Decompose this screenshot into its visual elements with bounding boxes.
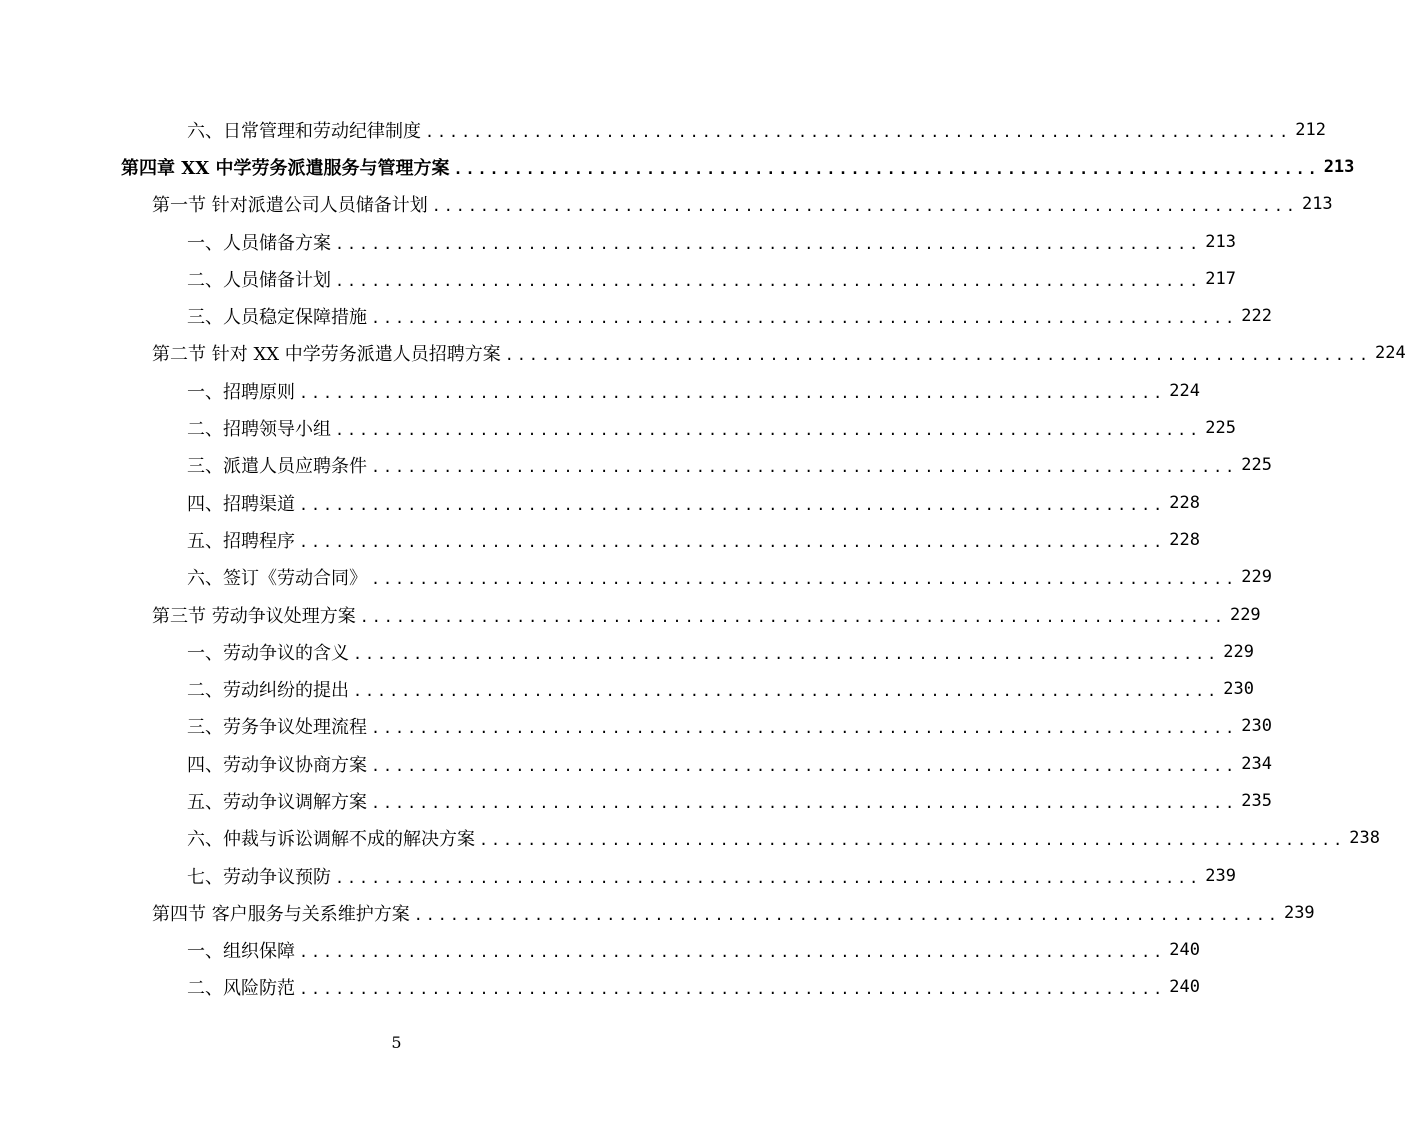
toc-entry[interactable] (0, 111, 1326, 148)
toc-entry[interactable] (0, 297, 1272, 334)
toc-entry-page: 234 (1241, 753, 1272, 774)
toc-entry[interactable] (0, 596, 1261, 633)
toc-entry[interactable] (0, 335, 1406, 372)
toc-entry-title: 第一节 针对派遣公司人员储备计划 (152, 195, 428, 217)
toc-entry-page: 228 (1169, 492, 1200, 513)
toc-leader-dots: ........................................................................ (371, 458, 1238, 477)
toc-entry-title: 二、招聘领导小组 (187, 419, 331, 441)
toc-entry[interactable] (0, 932, 1200, 969)
toc-entry-page: 240 (1169, 940, 1200, 961)
toc-leader-dots: ........................................................................ (299, 943, 1166, 962)
toc-entry-title: 二、人员储备计划 (187, 269, 331, 291)
toc-leader-dots: ........................................................................ (371, 719, 1238, 738)
toc-entry[interactable] (0, 409, 1236, 446)
toc-leader-dots: ........................................................................ (425, 122, 1292, 141)
toc-leader-dots: ........................................................................ (335, 271, 1202, 290)
toc-entry-title: 三、劳务争议处理流程 (187, 717, 367, 739)
table-of-contents (0, 111, 1406, 1006)
toc-entry[interactable] (0, 447, 1272, 484)
toc-leader-dots: ........................................................................ (359, 607, 1226, 626)
toc-entry-title: 第三节 劳动争议处理方案 (152, 605, 356, 627)
toc-entry-title: 二、劳动纠纷的提出 (187, 680, 349, 702)
toc-entry-title: 第四章 XX 中学劳务派遣服务与管理方案 (121, 157, 450, 179)
toc-entry-page: 240 (1169, 977, 1200, 998)
toc-entry-page: 225 (1241, 455, 1272, 476)
toc-leader-dots: ........................................................................ (299, 383, 1166, 402)
toc-leader-dots: ........................................................................ (335, 234, 1202, 253)
toc-entry[interactable] (0, 559, 1272, 596)
toc-entry-title: 第四节 客户服务与关系维护方案 (152, 903, 410, 925)
toc-entry-title: 四、招聘渠道 (187, 493, 295, 515)
toc-entry[interactable] (0, 521, 1200, 558)
toc-leader-dots: ........................................................................ (479, 831, 1346, 850)
toc-leader-dots: ........................................................................ (299, 532, 1166, 551)
toc-entry-title: 三、人员稳定保障措施 (187, 307, 367, 329)
toc-entry[interactable] (0, 782, 1272, 819)
toc-entry-page: 229 (1223, 641, 1254, 662)
toc-entry-title: 三、派遣人员应聘条件 (187, 456, 367, 478)
toc-leader-dots: ........................................................................ (504, 346, 1372, 365)
toc-entry-page: 239 (1205, 865, 1236, 886)
toc-entry-title: 一、组织保障 (187, 941, 295, 963)
toc-entry[interactable] (0, 633, 1254, 670)
toc-entry[interactable] (0, 372, 1200, 409)
toc-entry-title: 一、人员储备方案 (187, 232, 331, 254)
toc-leader-dots: ........................................................................ (353, 682, 1220, 701)
toc-entry-page: 213 (1323, 156, 1355, 177)
toc-entry-page: 238 (1349, 828, 1380, 849)
toc-entry-page: 229 (1229, 604, 1261, 625)
toc-entry-title: 六、仲裁与诉讼调解不成的解决方案 (187, 829, 475, 851)
toc-entry[interactable] (0, 969, 1200, 1006)
toc-entry[interactable] (0, 894, 1315, 931)
toc-entry[interactable] (0, 708, 1272, 745)
toc-entry-page: 228 (1169, 529, 1200, 550)
toc-entry-title: 第二节 针对 XX 中学劳务派遣人员招聘方案 (152, 344, 501, 366)
toc-entry-title: 七、劳动争议预防 (187, 866, 331, 888)
toc-leader-dots: ........................................................................ (335, 421, 1202, 440)
toc-entry[interactable] (0, 148, 1355, 185)
toc-entry[interactable] (0, 670, 1254, 707)
toc-entry-page: 229 (1241, 567, 1272, 588)
toc-entry-title: 四、劳动争议协商方案 (187, 754, 367, 776)
toc-leader-dots: ........................................................................ (371, 570, 1238, 589)
toc-entry[interactable] (0, 223, 1236, 260)
toc-entry-title: 六、日常管理和劳动纪律制度 (187, 120, 421, 142)
toc-entry-page: 224 (1169, 380, 1200, 401)
toc-leader-dots: ........................................................................ (371, 309, 1238, 328)
toc-entry[interactable] (0, 484, 1200, 521)
toc-leader-dots: ........................................................................ (431, 197, 1298, 216)
toc-entry-page: 235 (1241, 790, 1272, 811)
toc-entry-page: 224 (1375, 343, 1406, 364)
toc-leader-dots: ........................................................................ (413, 905, 1280, 924)
toc-entry-page: 225 (1205, 418, 1236, 439)
toc-entry[interactable] (0, 820, 1380, 857)
toc-entry-page: 212 (1295, 119, 1326, 140)
toc-entry-page: 230 (1241, 716, 1272, 737)
toc-entry-title: 一、招聘原则 (187, 381, 295, 403)
toc-entry-page: 213 (1301, 194, 1333, 215)
toc-entry-title: 五、劳动争议调解方案 (187, 791, 367, 813)
toc-entry[interactable] (0, 186, 1333, 223)
toc-entry-title: 六、签订《劳动合同》 (187, 568, 367, 590)
toc-entry-page: 230 (1223, 679, 1254, 700)
toc-leader-dots: ........................................................................ (371, 756, 1238, 775)
toc-entry[interactable] (0, 857, 1236, 894)
page-number: 5 (391, 1033, 402, 1052)
toc-entry-title: 二、风险防范 (187, 978, 295, 1000)
toc-entry-page: 222 (1241, 306, 1272, 327)
toc-entry[interactable] (0, 745, 1272, 782)
toc-entry[interactable] (0, 260, 1236, 297)
toc-leader-dots: ........................................................................ (371, 793, 1238, 812)
toc-leader-dots: ........................................................................ (453, 159, 1320, 178)
toc-leader-dots: ........................................................................ (353, 644, 1220, 663)
toc-entry-title: 五、招聘程序 (187, 530, 295, 552)
toc-entry-page: 239 (1283, 902, 1315, 923)
toc-leader-dots: ........................................................................ (299, 495, 1166, 514)
toc-entry-page: 213 (1205, 231, 1236, 252)
toc-entry-page: 217 (1205, 268, 1236, 289)
toc-leader-dots: ........................................................................ (299, 980, 1166, 999)
toc-leader-dots: ........................................................................ (335, 868, 1202, 887)
toc-entry-title: 一、劳动争议的含义 (187, 642, 349, 664)
